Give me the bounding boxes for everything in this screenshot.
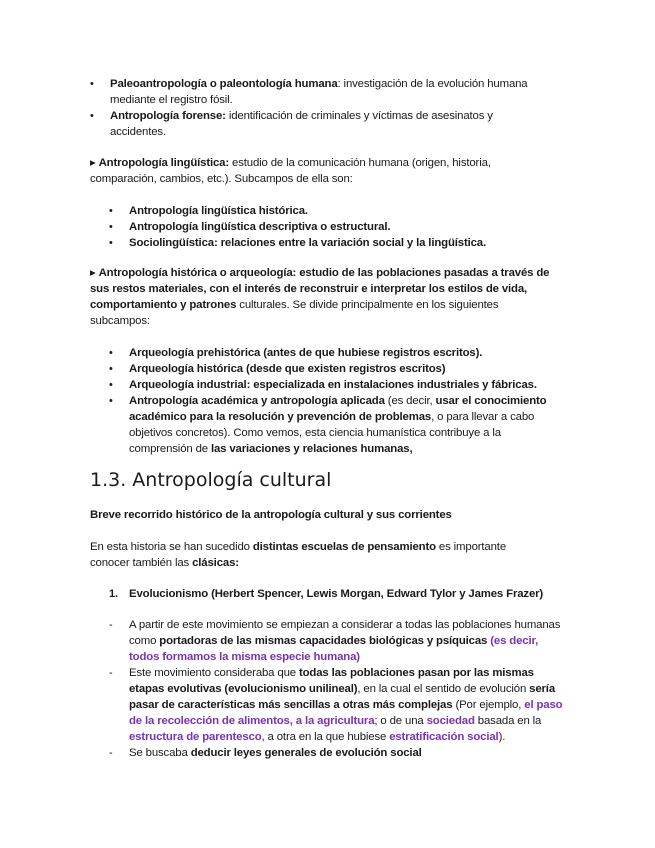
section-text-bold: estudio de las poblaciones pasadas a través de sus restos materiales, con el interés de reconstruir e interpretar los estilos de vida, comportamiento y patrones [90, 267, 550, 311]
item-text: Este movimiento consideraba que [129, 667, 299, 679]
list-item [0, 393, 559, 457]
numbered-item [0, 586, 655, 602]
linguistica-list [0, 203, 655, 251]
item-text: , a otra en la que hubiese [261, 731, 390, 743]
section-term: Antropología lingüística: [98, 157, 229, 169]
bullet-icon: • [109, 237, 113, 249]
list-item [0, 617, 564, 665]
item-text: Arqueología industrial: especializada en instalaciones industriales y fábricas. [129, 379, 537, 391]
arrow-icon: ▸ [90, 267, 96, 279]
item-text: basada en la [474, 715, 542, 727]
item-text: , o para llevar a cabo objetivos concretos). Como vemos, esta ciencia humanística contribuye a la comprensión de [129, 411, 535, 455]
bullet-icon: • [109, 347, 113, 359]
bullet-icon: • [109, 363, 113, 375]
intro-text: En esta historia se han sucedido [90, 541, 253, 553]
item-text-highlight: (es decir, todos formamos la misma especie humana) [129, 635, 539, 663]
bullet-icon: • [109, 205, 113, 217]
list-item [0, 745, 655, 761]
top-bullet-list [0, 76, 655, 140]
item-text: ). [498, 731, 506, 743]
item-text: Antropología lingüística histórica. [129, 205, 308, 217]
bullet-icon: • [90, 110, 94, 122]
section-term: Antropología histórica o arqueología: [98, 267, 297, 279]
item-text-highlight: el paso de la recolección de alimentos, a la agricultura [129, 699, 563, 727]
intro-term: distintas escuelas de pensamiento [252, 541, 436, 553]
dash-icon: - [109, 619, 113, 631]
item-text-bold: las variaciones y relaciones humanas, [210, 443, 413, 455]
list-item [0, 76, 540, 108]
item-text-bold: usar el conocimiento académico para la resolución y prevención de problemas [129, 395, 547, 423]
item-text: : investigación de la evolución humana mediante el registro fósil. [110, 78, 528, 106]
list-item [0, 665, 569, 745]
bullet-icon: • [109, 379, 113, 391]
item-text: Arqueología histórica (desde que existen registros escritos) [129, 363, 446, 375]
arrow-icon: ▸ [90, 157, 96, 169]
section-text: culturales. Se divide principalmente en los siguientes subcampos: [90, 299, 499, 327]
item-text-bold: portadoras de las mismas capacidades biológicas y psíquicas [159, 635, 488, 647]
item-text: Antropología lingüística descriptiva o estructural. [129, 221, 391, 233]
list-item [0, 219, 655, 235]
item-text: Evolucionismo (Herbert Spencer, Lewis Morgan, Edward Tylor y James Frazer) [129, 588, 544, 600]
linguistica-paragraph [90, 155, 540, 187]
item-text-bold: sería pasar de características más sencillas a otras más complejas [129, 683, 556, 711]
item-text: (es decir, [384, 395, 436, 407]
item-text: Sociolingüística: relaciones entre la variación social y la lingüística. [129, 237, 486, 249]
item-text: Se buscaba [129, 747, 191, 759]
item-text-highlight: estructura de parentesco [129, 731, 262, 743]
dash-list [0, 617, 655, 761]
item-text: A partir de este movimiento se empiezan a considerar a todas las poblaciones humanas como [129, 619, 561, 647]
item-text: , en la cual el sentido de evolución [357, 683, 530, 695]
list-item [0, 361, 655, 377]
list-item [0, 235, 655, 251]
item-text: ; o de una [374, 715, 427, 727]
item-term: Antropología académica y antropología aplicada [129, 395, 385, 407]
item-text: identificación de criminales y víctimas de asesinatos y accidentes. [110, 110, 493, 138]
list-item [0, 345, 655, 361]
intro-term: clásicas: [192, 557, 239, 569]
dash-icon: - [109, 667, 113, 679]
section-heading: 1.3. Antropología cultural [90, 469, 332, 491]
bullet-icon: • [90, 78, 94, 90]
historica-paragraph [90, 265, 560, 329]
section-subheading [90, 507, 655, 523]
item-text-bold: deducir leyes generales de evolución social [190, 747, 422, 759]
intro-paragraph [90, 539, 530, 571]
item-text-highlight: sociedad [426, 715, 475, 727]
item-term: Paleoantropología o paleontología humana [110, 78, 338, 90]
list-item [0, 203, 655, 219]
list-item [0, 108, 520, 140]
intro-text: es importante conocer también las [90, 541, 506, 569]
list-item [0, 377, 655, 393]
item-number: 1. [109, 588, 118, 600]
historica-list [0, 345, 655, 457]
item-text-bold: todas las poblaciones pasan por las mismas etapas evolutivas (evolucionismo unilineal) [129, 667, 534, 695]
item-text-highlight: estratificación social [389, 731, 499, 743]
subheading-text: Breve recorrido histórico de la antropología cultural y sus corrientes [90, 509, 452, 521]
item-text: Arqueología prehistórica (antes de que hubiese registros escritos). [129, 347, 483, 359]
item-term: Antropología forense: [110, 110, 226, 122]
item-text: (Por ejemplo, [452, 699, 525, 711]
dash-icon: - [109, 747, 113, 759]
bullet-icon: • [109, 395, 113, 407]
bullet-icon: • [109, 221, 113, 233]
section-text: estudio de la comunicación humana (origen, historia, comparación, cambios, etc.). Subcampos de ella son: [90, 157, 491, 185]
